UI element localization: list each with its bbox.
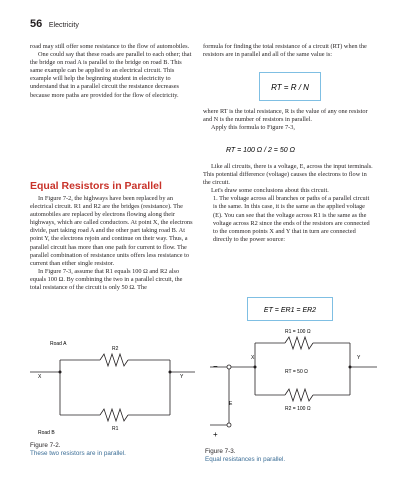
page-header [30,18,79,30]
left-paragraph-2: One could say that these roads are parallel to each other; that the bridge on road A is parallel to the bridge on road B. This same example can be applied to an electrical circuit. This example will help the beginning student in electricity to understand that in a parallel circuit the resistance decreases because more paths are provided for the flow of electricity. [30,51,192,99]
right-paragraph-3: Apply this formula to Figure 7-3, [211,124,295,132]
r2-label: R2 [112,346,119,352]
right-column-mid [203,108,373,132]
plus-sign: + [213,430,218,439]
road-a-label: Road A [50,341,67,347]
figure-7-3-caption [205,448,375,464]
left-column-bottom [30,195,195,292]
right-column [203,43,373,59]
junction-x [254,366,257,369]
formula-3-box [247,297,333,321]
r2-label: R2 = 100 Ω [285,406,311,412]
caption-text: These two resistors are in parallel. [30,450,126,457]
left-column-top [30,43,195,100]
e-label: E [229,401,233,407]
formula-2: RT = 100 Ω / 2 = 50 Ω [226,147,295,154]
figure-7-2 [30,330,200,440]
figure-7-2-wiring [30,354,195,421]
formula-box [259,72,321,101]
formula-3: ET = ER1 = ER2 [263,307,317,314]
x-label: X [251,355,255,361]
page-number: 56 [30,18,43,30]
formula-1: RT = R / N [271,83,309,92]
minus-sign: − [213,362,218,371]
formula-3-svg [248,298,332,320]
right-paragraph-1: formula for finding the total resistance of a circuit (RT) when the resistors are in parallel and all of the same value is: [203,43,367,59]
y-label: Y [180,374,184,380]
conclusion-list [203,195,373,244]
caption-text: Equal resistances in parallel. [205,456,286,463]
junction-x [59,371,62,374]
caption-title: Figure 7-3. [205,448,236,455]
formula-1-svg [260,73,320,100]
right-paragraph-4: Like all circuits, there is a voltage, E, across the input terminals. This potential difference (voltage) causes the electrons to flow in the circuit. [203,163,373,187]
x-label: X [38,374,42,380]
list-item-1: 1. The voltage across all branches or paths of a parallel circuit is the same. In this case, it is the same as the applied voltage (E). You can see that the voltage across R1 is the same as the voltage across R2 since the ends of the resistors are connected to the common points X and Y that in turn are connected directly to the power source: [213,195,370,243]
right-paragraph-5: Let's draw some conclusions about this circuit. [211,187,329,195]
left-paragraph-3: In Figure 7-2, the highways have been replaced by an electrical circuit. R1 and R2 are the bridges (resistance). The automobiles are replaced by electrons flowing along their highways, which are called conductors. At point X, the electrons divide, part taking road A and the other part taking road B. At point Y, the electrons rejoin and continue on their way. Thus, a parallel circuit has more than one path for current to flow. The parallel combination of resistance units offers less resistance to current than either single resistor. [30,195,193,267]
terminal-minus [227,365,231,369]
right-column-bottom [203,163,373,244]
left-paragraph-4: In Figure 7-3, assume that R1 equals 100 Ω and R2 also equals 100 Ω. By combining the two in a parallel circuit, the total resistance of the circuit is only 50 Ω. The [30,267,183,292]
figure-7-3 [205,325,385,445]
section-heading: Equal Resistors in Parallel [30,180,162,192]
terminal-plus [227,423,231,427]
formula-2-svg [220,140,360,160]
r1-label: R1 [112,426,119,432]
rt-label: RT = 50 Ω [285,369,308,375]
caption-title: Figure 7-2. [30,442,61,449]
y-label: Y [357,355,361,361]
left-paragraph-1: road may still offer some resistance to the flow of automobiles. [30,43,190,50]
figure-7-2-caption [30,442,200,458]
right-paragraph-2: where RT is the total resistance, R is the value of any one resistor and N is the number of resistors in parallel. [203,108,368,124]
r1-label: R1 = 100 Ω [285,329,311,335]
formula-2-wrapper [220,140,360,160]
section-title: Electricity [48,22,79,29]
junction-y [169,371,172,374]
junction-y [349,366,352,369]
road-b-label: Road B [38,430,55,436]
